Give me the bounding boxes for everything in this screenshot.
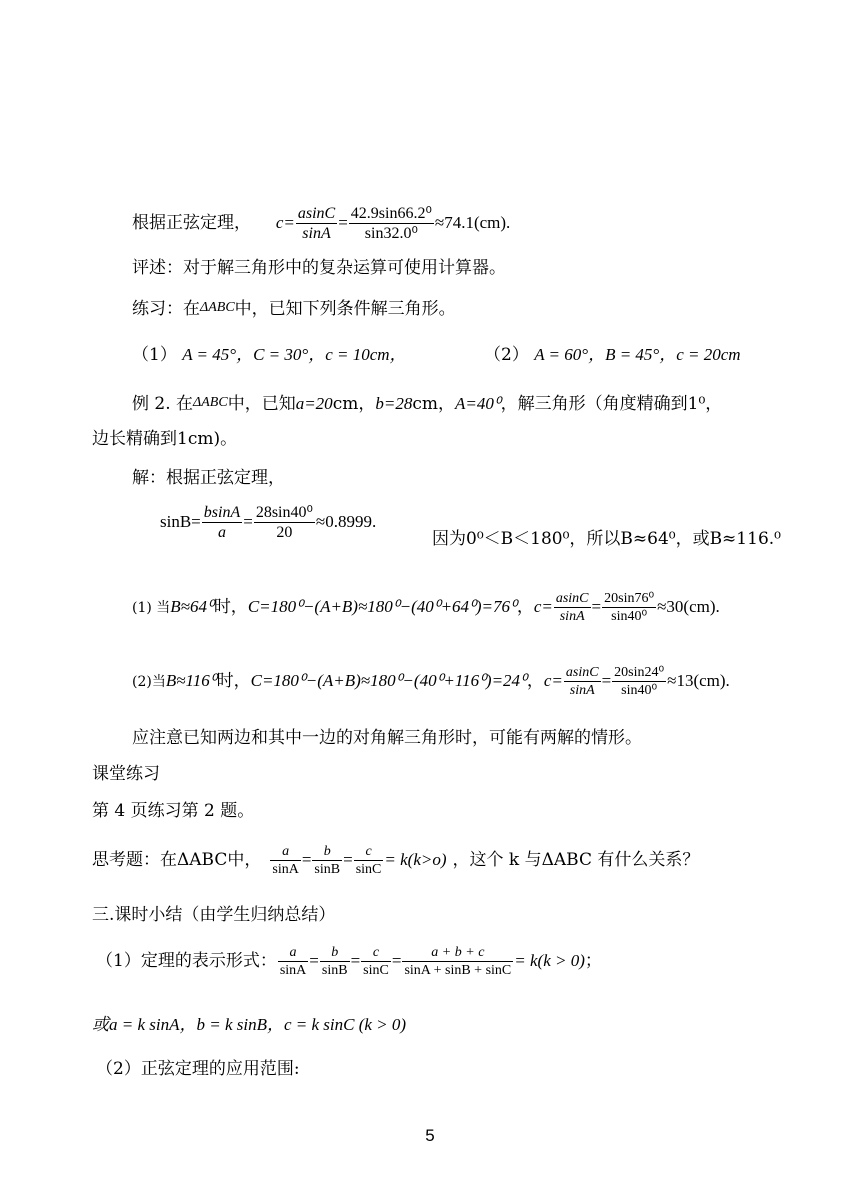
fraction: $\frac{\text{20sin24⁰}}{\text{sin40⁰}}$: [614, 665, 665, 698]
exercise-intro: 练习：在ΔABC中，已知下列条件解三角形。: [132, 299, 456, 319]
label: （1）: [132, 345, 177, 365]
comment-line: 评述：对于解三角形中的复杂运算可使用计算器。: [132, 258, 506, 278]
fraction: $\frac{c}{\sin C}$: [355, 844, 382, 877]
exercise-items: [132, 344, 407, 366]
fraction: $\frac{asinC}{\sin A}$: [555, 591, 589, 624]
sinb-equation: sinB= $\frac{bsinA}{a}$ = $\frac{\text{28sin40⁰}}{20}$ ≈0.8999.: [160, 504, 377, 541]
note-line: 应注意已知两边和其中一边的对角解三角形时，可能有两解的情形。: [132, 728, 642, 748]
math: A = 60°，B = 45°，c = 20cm: [534, 345, 741, 364]
theorem-form: （1）定理的表示形式： $\frac{a}{\sin A}$ = $\frac{b}{\sin B}$ = $\frac{c}{\sin C}$ = $\frac{a + b + c}{\sin A + \sin B + \sin C}$ = k(k > 0)；: [96, 945, 602, 978]
example-2-line2: 边长精确到1cm)。: [92, 429, 238, 449]
math: =: [338, 213, 348, 232]
exercise-items-2: [484, 344, 741, 366]
fraction: $\frac{asinC}{\sin A}$: [297, 205, 336, 242]
case-2: (2)当B≈116⁰时，C=180⁰−(A+B)≈180⁰−(40⁰+116⁰)=24⁰，c= $\frac{asinC}{\sin A}$ = $\frac{\text{20sin24⁰}}{\text{sin40⁰}}$ ≈13(cm).: [132, 665, 730, 698]
fraction: $\frac{a}{\sin A}$: [272, 844, 299, 877]
fraction: $\frac{b}{\sin B}$: [314, 844, 341, 877]
solution-intro: 解：根据正弦定理，: [132, 468, 285, 488]
label: （2）: [484, 345, 529, 365]
math: ≈74.1(cm).: [434, 213, 511, 232]
math: c=: [275, 213, 295, 232]
class-practice-heading: 课堂练习: [92, 764, 160, 784]
fraction: $\frac{bsinA}{a}$: [203, 504, 241, 541]
alt-form: 或a = k sinA，b = k sinB，c = k sinC (k > 0): [92, 1015, 407, 1034]
angle-b-range: 因为0⁰＜B＜180⁰，所以B≈64⁰，或B≈116.⁰: [432, 529, 781, 549]
text: 根据正弦定理，: [132, 213, 251, 233]
summary-heading: 三.课时小结（由学生归纳总结）: [92, 905, 336, 925]
math: A = 45°，C = 30°，c = 10cm，: [182, 345, 407, 364]
fraction: $\frac{a + b + c}{\sin A + \sin B + \sin C}$: [404, 945, 512, 978]
fraction: $\frac{\text{28sin40⁰}}{20}$: [255, 504, 313, 541]
think-question: 思考题：在ΔABC中， $\frac{a}{\sin A}$ = $\frac{b}{\sin B}$ = $\frac{c}{\sin C}$ = k(k>o) ，这个 k 与ΔABC 有什么关系？: [92, 844, 700, 877]
fraction: $\frac{b}{\sin B}$: [321, 945, 348, 978]
law-of-sines-calc: [132, 204, 510, 243]
page-number: 5: [425, 1126, 435, 1145]
fraction: $\frac{asinC}{\sin A}$: [565, 665, 599, 698]
example-2: 例 2. 在ΔABC中，已知a=20cm，b=28cm，A=40⁰，解三角形（角度精确到1⁰，: [132, 394, 723, 414]
case-1: (1) 当B≈64⁰时，C=180⁰−(A+B)≈180⁰−(40⁰+64⁰)=76⁰，c= $\frac{asinC}{\sin A}$ = $\frac{\text{20sin76⁰}}{\text{sin40⁰}}$ ≈30(cm).: [132, 591, 720, 624]
page-4-exercise: 第 4 页练习第 2 题。: [92, 801, 255, 821]
fraction: $\frac{a}{\sin A}$: [279, 945, 307, 978]
application-range: （2）正弦定理的应用范围:: [96, 1059, 300, 1079]
fraction: $\frac{\text{20sin76⁰}}{\text{sin40⁰}}$: [604, 591, 655, 624]
fraction: $\frac{\text{42.9sin66.2⁰}}{\text{sin32.0⁰}}$: [350, 205, 432, 242]
fraction: $\frac{c}{\sin C}$: [363, 945, 389, 978]
